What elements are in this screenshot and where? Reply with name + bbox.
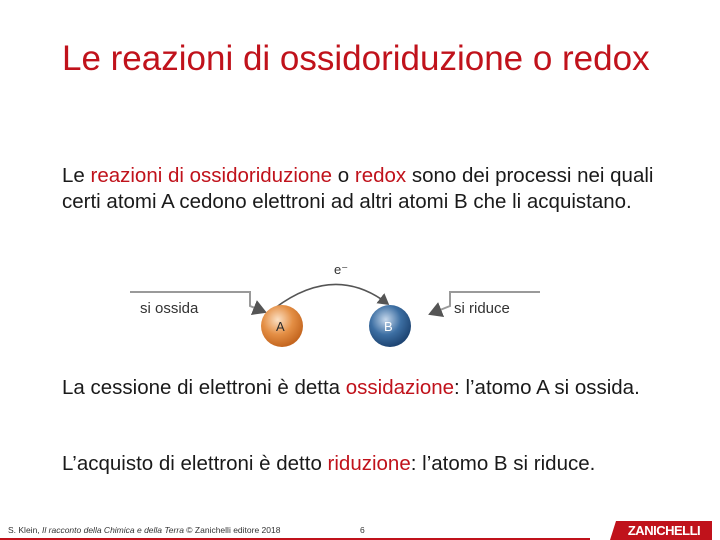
term-redox: redox xyxy=(354,164,407,187)
page-number: 6 xyxy=(360,525,365,535)
term-riduzione: riduzione xyxy=(327,452,411,475)
oxidation-text-1: La cessione di elettroni è detta xyxy=(62,376,346,399)
oxidation-text-2: : l’atomo A si ossida. xyxy=(454,376,640,399)
footer-citation xyxy=(8,521,308,539)
reduction-paragraph xyxy=(62,451,662,477)
intro-text-3: sono dei processi nei quali certi atomi A cedono elettroni ad altri atomi B che li acquistano. xyxy=(62,164,654,213)
intro-text-1: Le xyxy=(62,164,91,187)
reduction-label: si riduce xyxy=(454,300,510,317)
intro-text-2: o xyxy=(332,164,355,187)
oxidation-label: si ossida xyxy=(140,300,199,317)
atom-b-label: B xyxy=(384,319,393,334)
term-ossidoriduzione: reazioni di ossidoriduzione xyxy=(90,164,333,187)
reduction-text-1: L’acquisto di elettroni è detto xyxy=(62,452,328,475)
atom-a-label: A xyxy=(276,319,285,334)
electron-label: e⁻ xyxy=(334,262,349,277)
reduction-text-2: : l’atomo B si riduce. xyxy=(410,452,596,475)
footer-author: S. Klein, xyxy=(8,525,43,535)
intro-paragraph xyxy=(62,163,662,215)
term-ossidazione: ossidazione xyxy=(345,376,455,399)
redox-diagram xyxy=(120,258,560,358)
zanichelli-logo: ZANICHELLI xyxy=(616,521,712,540)
electron-transfer-arrow xyxy=(275,284,388,308)
slide-title: Le reazioni di ossidoriduzione o redox xyxy=(62,39,650,78)
footer-publisher: © Zanichelli editore 2018 xyxy=(183,525,281,535)
footer-book-title: Il racconto della Chimica e della Terra xyxy=(42,525,184,535)
oxidation-paragraph xyxy=(62,375,662,401)
